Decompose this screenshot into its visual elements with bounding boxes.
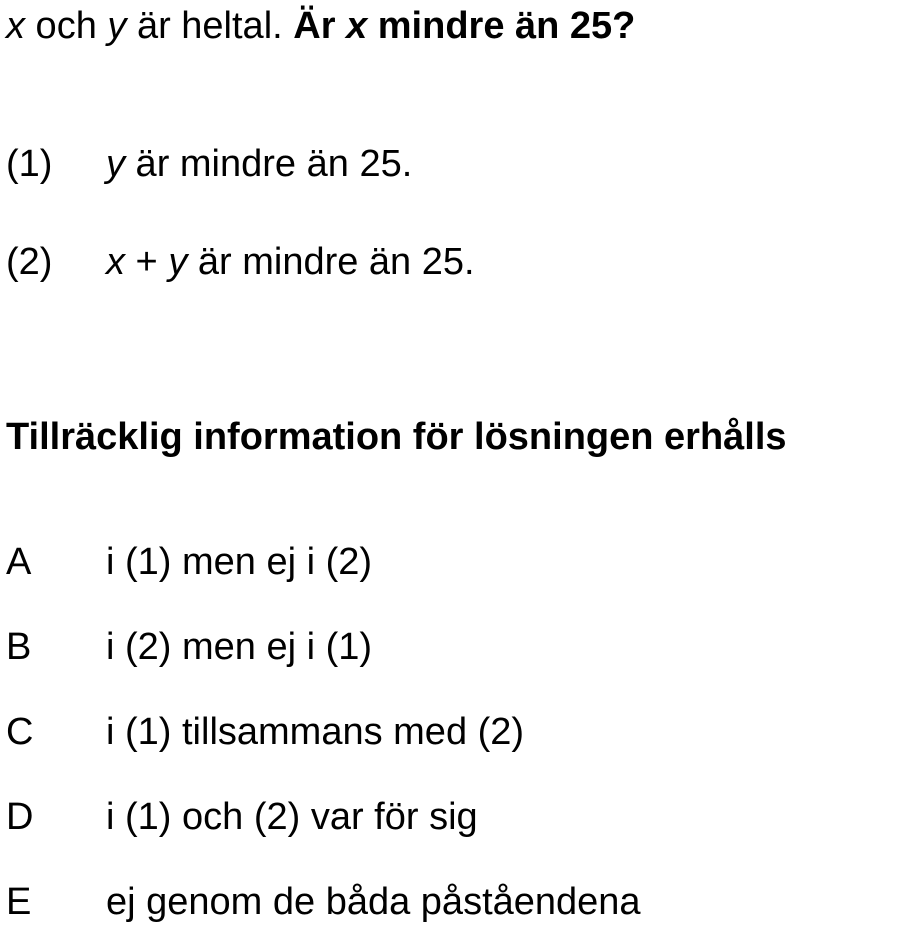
option-a[interactable]	[6, 540, 372, 584]
statement-1-var-y: y	[106, 143, 125, 185]
question-bold-ar: Är	[293, 5, 347, 47]
statement-2-operator: +	[125, 241, 169, 283]
statement-2-text: är mindre än 25.	[187, 241, 475, 283]
sufficiency-heading: Tillräcklig information för lösningen erhålls	[6, 416, 787, 458]
option-d-text: i (1) och (2) var för sig	[106, 796, 478, 838]
question-var-y: y	[107, 5, 127, 47]
statement-1-text: är mindre än 25.	[125, 143, 413, 185]
statement-1	[6, 142, 412, 186]
statement-2-label: (2)	[6, 241, 53, 283]
option-b-text: i (2) men ej i (1)	[106, 626, 373, 668]
question-var-x: x	[6, 5, 25, 47]
option-c-letter: C	[6, 711, 34, 753]
option-e-letter: E	[6, 881, 32, 923]
option-b[interactable]	[6, 625, 372, 669]
statement-2-var-y: y	[168, 241, 188, 283]
option-d-letter: D	[6, 796, 34, 838]
question-text-och: och	[25, 5, 108, 47]
option-b-letter: B	[6, 626, 32, 668]
statement-2	[6, 240, 475, 284]
question-bold-var-x: x	[346, 5, 368, 47]
option-c-text: i (1) tillsammans med (2)	[106, 711, 525, 753]
option-c[interactable]	[6, 710, 524, 754]
option-e-text: ej genom de båda påståendena	[106, 881, 641, 923]
question-bold-rest: mindre än 25?	[367, 5, 636, 47]
statement-2-var-x: x	[106, 241, 125, 283]
option-a-letter: A	[6, 541, 32, 583]
option-a-text: i (1) men ej i (2)	[106, 541, 373, 583]
statement-1-label: (1)	[6, 143, 53, 185]
option-e[interactable]	[6, 880, 641, 924]
option-d[interactable]	[6, 795, 478, 839]
question-line	[6, 4, 635, 48]
question-text-integers: är heltal.	[126, 5, 294, 47]
